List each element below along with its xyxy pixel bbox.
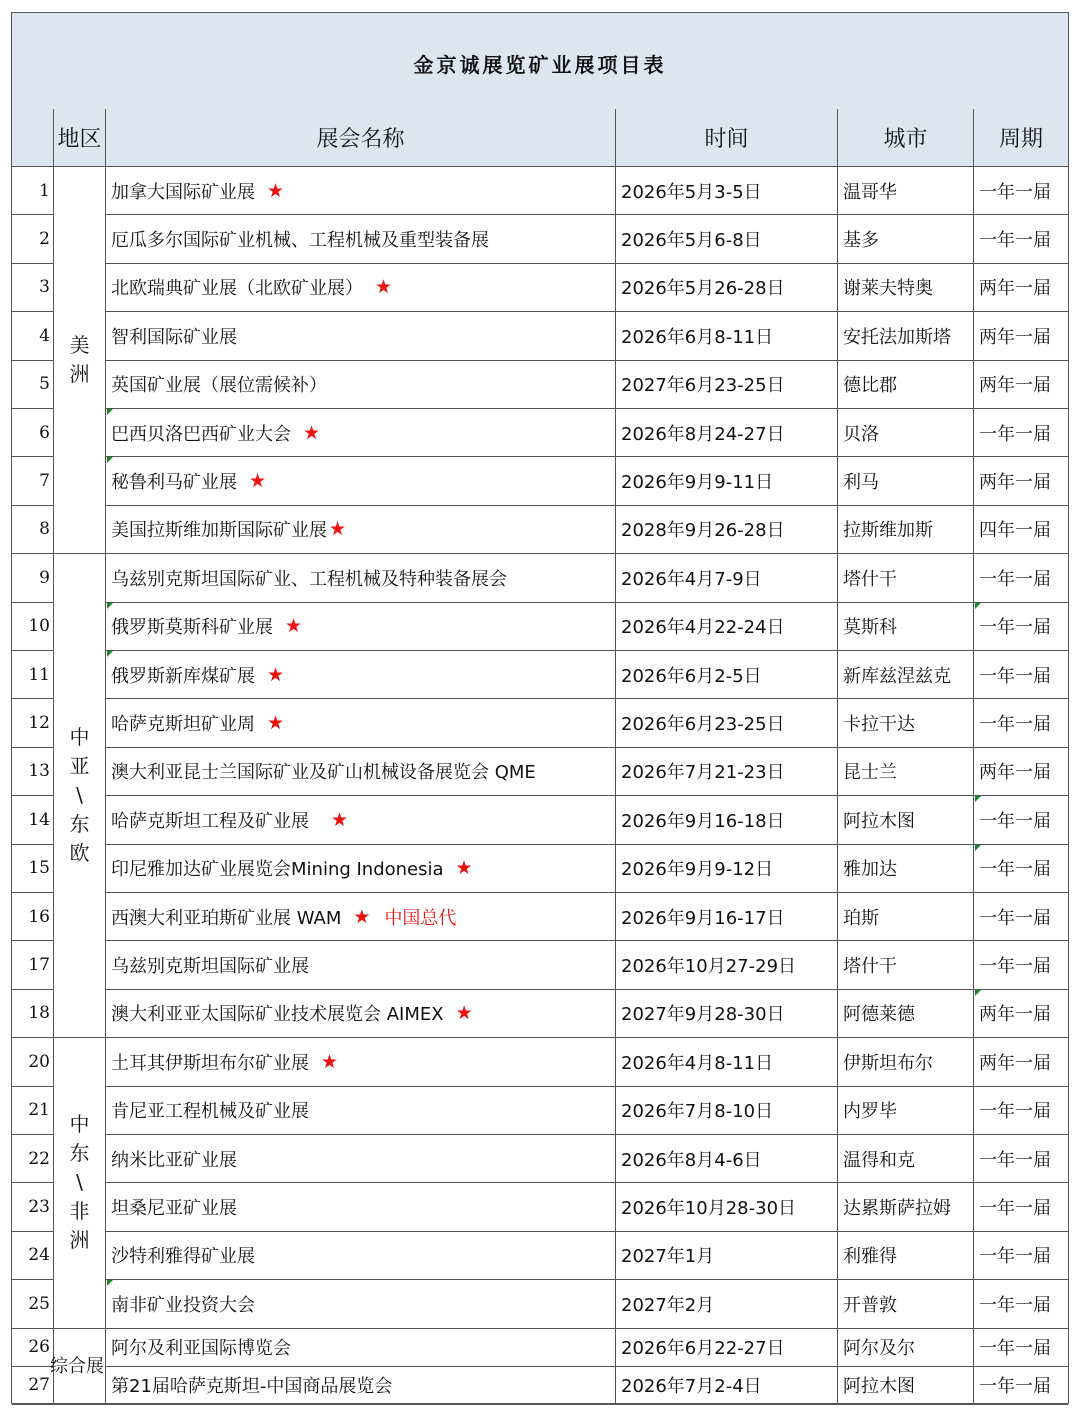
- row-number: 14: [12, 796, 54, 844]
- region-label-char: 中: [69, 1112, 90, 1137]
- region-label-char: \: [76, 1170, 83, 1195]
- row-number: 20: [12, 1038, 54, 1086]
- star-icon: ★: [267, 712, 285, 735]
- exhibition-cycle: 一年一届: [974, 893, 1068, 941]
- exhibition-city: 德比郡: [838, 361, 974, 409]
- header-region: 地区: [54, 109, 106, 167]
- region-label-char: \: [76, 783, 83, 808]
- row-number: 13: [12, 748, 54, 796]
- exhibition-cycle: 两年一届: [974, 748, 1068, 796]
- region-cell: [54, 554, 106, 1038]
- exhibition-city: 阿尔及尔: [838, 1329, 974, 1367]
- exhibition-name: [106, 1183, 616, 1231]
- exhibition-city: 利马: [838, 457, 974, 505]
- row-number: 26: [12, 1329, 54, 1367]
- exhibition-time: 2026年4月8-11日: [616, 1038, 838, 1086]
- star-icon: ★: [331, 808, 349, 831]
- exhibition-name: [106, 796, 616, 844]
- star-icon: ★: [353, 905, 371, 928]
- exhibition-cycle: 一年一届: [974, 1367, 1068, 1405]
- exhibition-time: 2026年4月7-9日: [616, 554, 838, 602]
- cell-comment-marker: [975, 990, 981, 996]
- exhibition-name: [106, 167, 616, 215]
- exhibition-name-text: 英国矿业展（展位需候补）: [111, 375, 327, 397]
- exhibition-cycle: 一年一届: [974, 845, 1068, 893]
- title-row: [12, 13, 1068, 110]
- region-label-char: 美: [69, 333, 90, 358]
- exhibition-name: [106, 603, 616, 651]
- exhibition-city: 基多: [838, 215, 974, 263]
- exhibition-name-text: 哈萨克斯坦工程及矿业展: [111, 810, 309, 832]
- exhibition-city: 安托法加斯塔: [838, 312, 974, 360]
- region-cell: [50, 1329, 106, 1405]
- exhibition-cycle: 两年一届: [974, 312, 1068, 360]
- exhibition-cycle: 一年一届: [974, 554, 1068, 602]
- exhibition-cycle: 一年一届: [974, 941, 1068, 989]
- region-label-char: 东: [69, 1141, 90, 1166]
- row-number: 9: [12, 554, 54, 602]
- star-icon: ★: [455, 857, 473, 880]
- exhibition-time: 2026年7月8-10日: [616, 1087, 838, 1135]
- exhibition-cycle: 一年一届: [974, 1280, 1068, 1328]
- exhibition-name-text: 坦桑尼亚矿业展: [111, 1198, 237, 1220]
- exhibition-cycle: 两年一届: [974, 457, 1068, 505]
- exhibition-name-text: 第21届哈萨克斯坦-中国商品展览会: [111, 1376, 393, 1398]
- exhibition-cycle: 一年一届: [974, 1087, 1068, 1135]
- exhibition-time: 2026年10月28-30日: [616, 1183, 838, 1231]
- region-label-char: 洲: [69, 1228, 90, 1253]
- exhibition-time: 2026年6月8-11日: [616, 312, 838, 360]
- exhibition-time: 2026年8月24-27日: [616, 409, 838, 457]
- exhibition-city: 新库兹涅兹克: [838, 651, 974, 699]
- row-number: 12: [12, 699, 54, 747]
- exhibition-city: 开普敦: [838, 1280, 974, 1328]
- exhibition-time: 2027年1月: [616, 1232, 838, 1280]
- header-row: [12, 109, 1068, 167]
- cell-comment-marker: [107, 409, 113, 415]
- row-number: 24: [12, 1232, 54, 1280]
- region-label-char: 综合展: [50, 1355, 104, 1377]
- region-label-char: 欧: [69, 841, 90, 866]
- exhibition-name-text: 哈萨克斯坦矿业周: [111, 714, 255, 736]
- exhibition-city: 卡拉干达: [838, 699, 974, 747]
- exhibition-time: 2026年8月4-6日: [616, 1135, 838, 1183]
- row-number: 6: [12, 409, 54, 457]
- exhibition-name: [106, 457, 616, 505]
- row-number: 21: [12, 1087, 54, 1135]
- row-number: 1: [12, 167, 54, 215]
- star-icon: ★: [375, 276, 393, 299]
- row-number: 18: [12, 990, 54, 1038]
- header-name: 展会名称: [106, 109, 616, 167]
- exhibition-time: 2026年10月27-29日: [616, 941, 838, 989]
- cell-comment-marker: [107, 603, 113, 609]
- exhibition-cycle: 两年一届: [974, 1038, 1068, 1086]
- region-label-char: 洲: [69, 362, 90, 387]
- exhibition-name: [106, 845, 616, 893]
- exhibition-name: [106, 1367, 616, 1405]
- exhibition-cycle: 两年一届: [974, 264, 1068, 312]
- exhibition-name: [106, 990, 616, 1038]
- row-number: 11: [12, 651, 54, 699]
- exhibition-time: 2026年7月21-23日: [616, 748, 838, 796]
- exhibition-time: 2026年9月16-17日: [616, 893, 838, 941]
- exhibition-name-text: 智利国际矿业展: [111, 326, 237, 348]
- exhibition-name-text: 南非矿业投资大会: [111, 1294, 255, 1316]
- region-label-char: 中: [69, 725, 90, 750]
- star-icon: ★: [267, 663, 285, 686]
- exhibition-city: 昆士兰: [838, 748, 974, 796]
- exhibition-cycle: 一年一届: [974, 603, 1068, 651]
- row-number: 4: [12, 312, 54, 360]
- exhibition-city: 塔什干: [838, 554, 974, 602]
- exhibition-city: 谢莱夫特奥: [838, 264, 974, 312]
- exhibition-time: 2026年6月22-27日: [616, 1329, 838, 1367]
- row-number: 23: [12, 1183, 54, 1231]
- exhibition-time: 2026年6月23-25日: [616, 699, 838, 747]
- exhibition-name: [106, 699, 616, 747]
- exhibition-name: [106, 1038, 616, 1086]
- table-title: 金京诚展览矿业展项目表: [413, 53, 667, 77]
- cell-comment-marker: [107, 457, 113, 463]
- header-index: [12, 109, 54, 167]
- exhibition-cycle: 一年一届: [974, 167, 1068, 215]
- exhibition-name-text: 美国拉斯维加斯国际矿业展: [111, 520, 327, 542]
- exhibition-name: [106, 1135, 616, 1183]
- exhibition-name: [106, 893, 616, 941]
- exhibition-city: 达累斯萨拉姆: [838, 1183, 974, 1231]
- exhibition-cycle: 两年一届: [974, 990, 1068, 1038]
- exhibition-city: 温得和克: [838, 1135, 974, 1183]
- agent-note: 中国总代: [384, 907, 457, 929]
- exhibition-time: 2027年6月23-25日: [616, 361, 838, 409]
- exhibition-cycle: 一年一届: [974, 1135, 1068, 1183]
- exhibition-name-text: 秘鲁利马矿业展: [111, 472, 237, 494]
- exhibition-time: 2026年4月22-24日: [616, 603, 838, 651]
- header-time: 时间: [616, 109, 838, 167]
- row-number: 8: [12, 506, 54, 554]
- star-icon: ★: [455, 1002, 473, 1025]
- exhibition-name-text: 俄罗斯新库煤矿展: [111, 665, 255, 687]
- exhibition-cycle: 一年一届: [974, 409, 1068, 457]
- exhibition-city: 阿拉木图: [838, 796, 974, 844]
- exhibition-city: 塔什干: [838, 941, 974, 989]
- exhibition-city: 拉斯维加斯: [838, 506, 974, 554]
- exhibition-city: 贝洛: [838, 409, 974, 457]
- exhibition-name: [106, 506, 616, 554]
- row-number: 15: [12, 845, 54, 893]
- exhibition-name-text: 肯尼亚工程机械及矿业展: [111, 1101, 309, 1123]
- star-icon: ★: [267, 179, 285, 202]
- exhibition-cycle: 一年一届: [974, 1183, 1068, 1231]
- exhibition-name-text: 巴西贝洛巴西矿业大会: [111, 423, 291, 445]
- exhibition-name-text: 沙特利雅得矿业展: [111, 1246, 255, 1268]
- exhibition-name: [106, 554, 616, 602]
- exhibition-city: 伊斯坦布尔: [838, 1038, 974, 1086]
- exhibition-name-text: 阿尔及利亚国际博览会: [111, 1338, 291, 1360]
- exhibition-cycle: 一年一届: [974, 699, 1068, 747]
- exhibition-time: 2026年5月26-28日: [616, 264, 838, 312]
- cell-comment-marker: [975, 845, 981, 851]
- exhibition-name: [106, 1329, 616, 1367]
- exhibition-time: 2027年2月: [616, 1280, 838, 1328]
- region-label-char: 亚: [69, 754, 90, 779]
- exhibition-name-text: 乌兹别克斯坦国际矿业展: [111, 956, 309, 978]
- star-icon: ★: [303, 421, 321, 444]
- header-city: 城市: [838, 109, 974, 167]
- star-icon: ★: [329, 518, 347, 541]
- header-cycle: 周期: [974, 109, 1068, 167]
- exhibition-name: [106, 651, 616, 699]
- exhibition-time: 2026年9月9-12日: [616, 845, 838, 893]
- region-label-char: 东: [69, 812, 90, 837]
- exhibition-cycle: 一年一届: [974, 651, 1068, 699]
- exhibition-city: 利雅得: [838, 1232, 974, 1280]
- cell-comment-marker: [107, 651, 113, 657]
- exhibition-name: [106, 1232, 616, 1280]
- row-number: 2: [12, 215, 54, 263]
- exhibition-cycle: 一年一届: [974, 1232, 1068, 1280]
- exhibition-cycle: 两年一届: [974, 361, 1068, 409]
- exhibition-name: [106, 215, 616, 263]
- spreadsheet-table: [11, 12, 1069, 1404]
- exhibition-city: 雅加达: [838, 845, 974, 893]
- exhibition-cycle: 一年一届: [974, 796, 1068, 844]
- exhibition-name: [106, 409, 616, 457]
- star-icon: ★: [321, 1050, 339, 1073]
- exhibition-time: 2027年9月28-30日: [616, 990, 838, 1038]
- exhibition-name-text: 乌兹别克斯坦国际矿业、工程机械及特种装备展会: [111, 568, 507, 590]
- cell-comment-marker: [975, 603, 981, 609]
- region-cell: [54, 1038, 106, 1328]
- exhibition-time: 2026年6月2-5日: [616, 651, 838, 699]
- row-number: 25: [12, 1280, 54, 1328]
- exhibition-cycle: 一年一届: [974, 215, 1068, 263]
- region-label-char: 非: [69, 1199, 90, 1224]
- exhibition-time: 2026年5月3-5日: [616, 167, 838, 215]
- exhibition-name-text: 西澳大利亚珀斯矿业展 WAM: [111, 907, 342, 929]
- exhibition-time: 2026年7月2-4日: [616, 1367, 838, 1405]
- exhibition-time: 2026年9月9-11日: [616, 457, 838, 505]
- region-cell: [54, 167, 106, 554]
- exhibition-name: [106, 1280, 616, 1328]
- row-number: 5: [12, 361, 54, 409]
- exhibition-city: 温哥华: [838, 167, 974, 215]
- cell-comment-marker: [107, 1280, 113, 1286]
- exhibition-name: [106, 361, 616, 409]
- exhibition-name: [106, 312, 616, 360]
- exhibition-name-text: 土耳其伊斯坦布尔矿业展: [111, 1052, 309, 1074]
- exhibition-name-text: 印尼雅加达矿业展览会Mining Indonesia: [111, 859, 444, 881]
- exhibition-cycle: 一年一届: [974, 1329, 1068, 1367]
- row-number: 17: [12, 941, 54, 989]
- exhibition-name: [106, 748, 616, 796]
- exhibition-city: 珀斯: [838, 893, 974, 941]
- row-number: 27: [12, 1367, 54, 1405]
- exhibition-name-text: 澳大利亚昆士兰国际矿业及矿山机械设备展览会 QME: [111, 762, 536, 784]
- exhibition-name-text: 澳大利亚亚太国际矿业技术展览会 AIMEX: [111, 1004, 444, 1026]
- cell-comment-marker: [975, 796, 981, 802]
- star-icon: ★: [249, 470, 267, 493]
- row-number: 22: [12, 1135, 54, 1183]
- exhibition-name-text: 纳米比亚矿业展: [111, 1149, 237, 1171]
- star-icon: ★: [285, 615, 303, 638]
- exhibition-city: 内罗毕: [838, 1087, 974, 1135]
- exhibition-city: 阿拉木图: [838, 1367, 974, 1405]
- row-number: 16: [12, 893, 54, 941]
- row-number: 3: [12, 264, 54, 312]
- row-number: 10: [12, 603, 54, 651]
- exhibition-time: 2026年5月6-8日: [616, 215, 838, 263]
- exhibition-name: [106, 1087, 616, 1135]
- exhibition-name: [106, 941, 616, 989]
- exhibition-name-text: 加拿大国际矿业展: [111, 181, 255, 203]
- exhibition-name-text: 厄瓜多尔国际矿业机械、工程机械及重型装备展: [111, 230, 489, 252]
- row-number: 7: [12, 457, 54, 505]
- exhibition-time: 2028年9月26-28日: [616, 506, 838, 554]
- exhibition-cycle: 四年一届: [974, 506, 1068, 554]
- exhibition-name: [106, 264, 616, 312]
- exhibition-name-text: 俄罗斯莫斯科矿业展: [111, 617, 273, 639]
- exhibition-city: 阿德莱德: [838, 990, 974, 1038]
- exhibition-time: 2026年9月16-18日: [616, 796, 838, 844]
- exhibition-name-text: 北欧瑞典矿业展（北欧矿业展）: [111, 278, 363, 300]
- exhibition-city: 莫斯科: [838, 603, 974, 651]
